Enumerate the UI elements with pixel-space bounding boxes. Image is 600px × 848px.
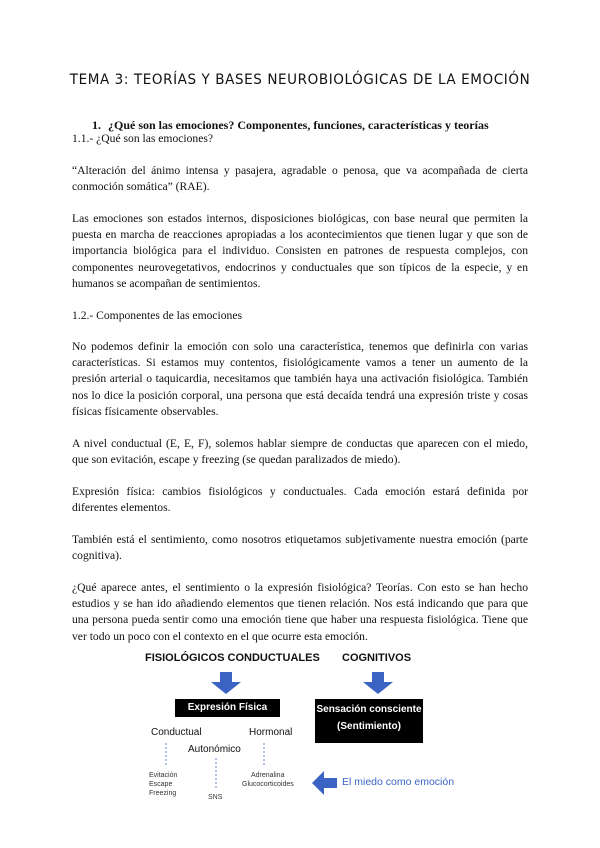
leaf-evitacion: Evitación <box>149 772 178 779</box>
label-conductual: Conductual <box>151 727 202 738</box>
leaf-freezing: Freezing <box>149 790 177 797</box>
emotion-components-diagram <box>139 648 462 835</box>
section-number: 1. <box>92 118 101 132</box>
leaf-glucocorticoides: Glucocorticoides <box>242 781 294 788</box>
paragraph-teorias: ¿Qué aparece antes, el sentimiento o la expresión fisiológica? Teorías. Con esto se han hecho estudios y se han ido añadiendo elementos que tienen relación. Nos está indicando que para que una persona pueda sentir como una emoción tiene que haber una respuesta fisiológica. Tiene que ver todo un poco con el contexto en el que ocurre esta emoción. <box>72 581 528 643</box>
miedo-label: El miedo como emoción <box>342 776 455 788</box>
section-heading <box>92 118 562 133</box>
subheading-1-1: 1.1.- ¿Qué son las emociones? <box>72 132 214 145</box>
leaf-adrenalina: Adrenalina <box>251 772 285 779</box>
leaf-sns: SNS <box>208 794 223 801</box>
diagram-head-cognitive: COGNITIVOS <box>342 652 412 664</box>
leaf-escape: Escape <box>149 781 173 788</box>
label-autonomico: Autonómico <box>188 744 241 755</box>
arrow-left-icon <box>312 771 338 795</box>
sentimiento-box-line1: Sensación consciente <box>316 704 422 715</box>
subheading-1-2: 1.2.- Componentes de las emociones <box>72 309 243 322</box>
expresion-fisica-box: Expresión Física <box>175 699 280 717</box>
section-heading-text: ¿Qué son las emociones? Componentes, funciones, características y teorías <box>108 118 489 132</box>
document-title: TEMA 3: TEORÍAS Y BASES NEUROBIOLÓGICAS DE LA EMOCIÓN <box>69 71 531 89</box>
paragraph-conductual: A nivel conductual (E, E, F), solemos hablar siempre de conductas que aparecen con el miedo, que son evitación, escape y freezing (se quedan paralizados de miedo). <box>72 437 528 467</box>
sentimiento-box-line2: (Sentimiento) <box>337 721 401 732</box>
label-hormonal: Hormonal <box>249 727 293 738</box>
diagram-connector-lines <box>139 648 462 835</box>
paragraph-rae-definition: “Alteración del ánimo intensa y pasajera, agradable o penosa, que va acompañada de cierta conmoción somática” (RAE). <box>72 164 528 194</box>
diagram-head-physiological: FISIOLÓGICOS CONDUCTUALES <box>145 652 320 664</box>
paragraph-sentimiento: También está el sentimiento, como nosotros etiquetamos subjetivamente nuestra emoción (parte cognitiva). <box>72 533 528 563</box>
paragraph-definition: Las emociones son estados internos, disposiciones biológicas, con base neural que permiten la puesta en marcha de reacciones apropiadas a los acontecimientos que tienen lugar y que son de importancia biológica para el individuo. Consisten en patrones de respuesta complejos, con componentes neurovegetativos, endocrinos y conductuales que son típicos de la especie, y en humanos se acompañan de sentimientos. <box>72 212 528 290</box>
paragraph-expresion-fisica: Expresión física: cambios fisiológicos y conductuales. Cada emoción estará definida por diferentes elementos. <box>72 485 528 515</box>
paragraph-components: No podemos definir la emoción con solo una característica, tenemos que definirla con varias características. Si estamos muy contentos, fisiológicamente vamos a tener un aumento de la presión arterial o taquicardia, necesitamos que también haya una activación fisiológica. También nos lo dice la posición corporal, una persona que está decaída tendrá una expresión triste y cosas físicas físicamente observables. <box>72 340 528 418</box>
